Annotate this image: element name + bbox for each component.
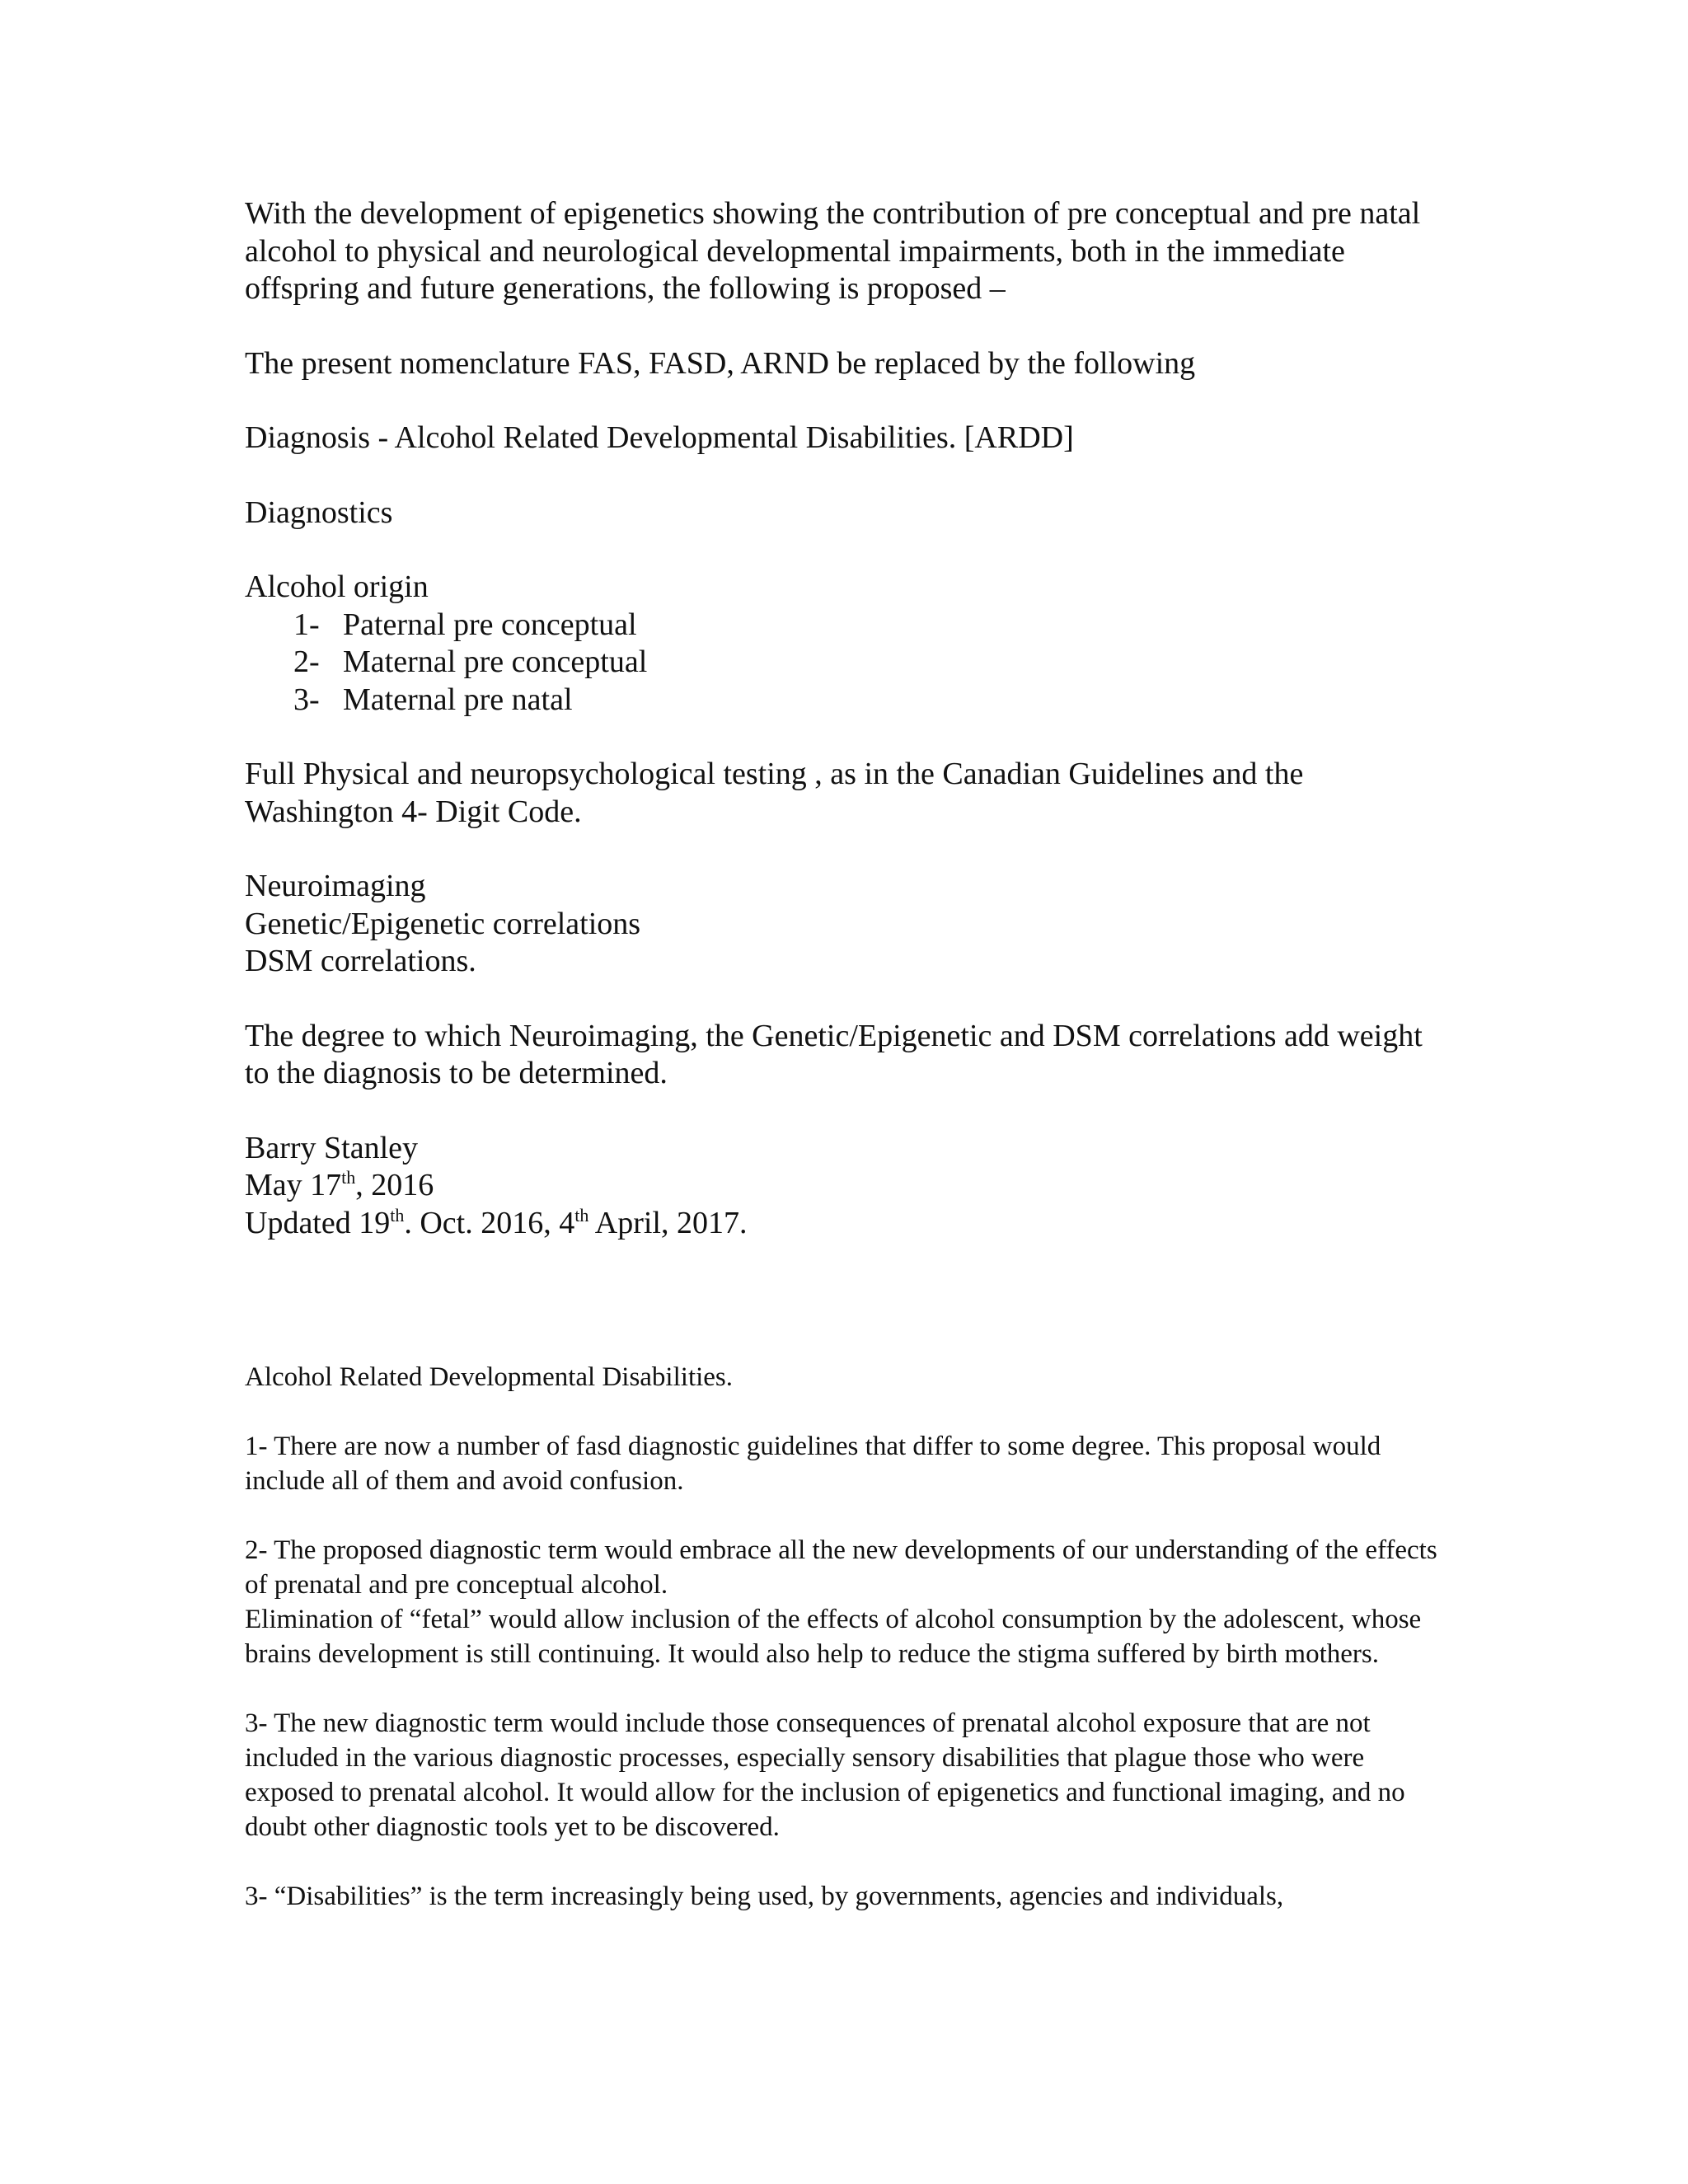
correlation-line: Genetic/Epigenetic correlations: [245, 906, 641, 941]
section-title: Alcohol Related Developmental Disabilities.: [245, 1362, 734, 1392]
list-item-text: Maternal pre conceptual: [343, 644, 648, 679]
nomenclature-paragraph: The present nomenclature FAS, FASD, ARND be replaced by the following: [245, 345, 1196, 381]
updated-line: Updated 19th. Oct. 2016, 4th April, 2017.: [245, 1204, 748, 1240]
list-item-number: 3-: [293, 682, 320, 717]
degree-paragraph: The degree to which Neuroimaging, the Genetic/Epigenetic and DSM correlations add weight to the diagnosis to be determined.: [245, 1018, 1423, 1090]
point-paragraph: 3- “Disabilities” is the term increasingly being used, by governments, agencies and individuals,: [245, 1882, 1284, 1911]
list-item-text: Maternal pre natal: [343, 682, 573, 717]
list-item: [245, 682, 1448, 719]
correlation-line: DSM correlations.: [245, 944, 476, 978]
alcohol-origin-list: [245, 607, 1448, 719]
point-block: [245, 1533, 1448, 1671]
diagnosis-paragraph: Diagnosis - Alcohol Related Developmental Disabilities. [ARDD]: [245, 420, 1074, 455]
diagnostics-heading: Diagnostics: [245, 494, 393, 530]
proposal-section: [245, 195, 1448, 1242]
date-line: May 17th, 2016: [245, 1167, 434, 1202]
correlation-line: Neuroimaging: [245, 869, 426, 903]
list-item-number: 2-: [293, 644, 320, 679]
correlations-block: [245, 868, 1448, 981]
list-item: [245, 644, 1448, 682]
alcohol-origin-heading: Alcohol origin: [245, 569, 429, 604]
intro-paragraph: With the development of epigenetics showing the contribution of pre conceptual and pre natal alcohol to physical and neurological developmental impairments, both in the immediate offspring and future generations, the following is proposed –: [245, 196, 1421, 306]
point-paragraph: Elimination of “fetal” would allow inclusion of the effects of alcohol consumption by the adolescent, whose brains development is still continuing. It would also help to reduce the stigma suffered by birth mothers.: [245, 1605, 1422, 1669]
point-paragraph: 3- The new diagnostic term would include those consequences of prenatal alcohol exposure that are not included in the various diagnostic processes, especially sensory disabilities that plague those who were exposed to prenatal alcohol. It would allow for the inclusion of epigenetics and functional imaging, and no doubt other diagnostic tools yet to be discovered.: [245, 1708, 1405, 1842]
signature-block: [245, 1130, 1448, 1243]
rationale-section: [245, 1360, 1448, 1914]
testing-paragraph: Full Physical and neuropsychological testing , as in the Canadian Guidelines and the Washington 4- Digit Code.: [245, 757, 1304, 829]
author-name: Barry Stanley: [245, 1130, 419, 1165]
list-item: [245, 607, 1448, 644]
point-paragraph: 2- The proposed diagnostic term would embrace all the new developments of our understanding of the effects of prenatal and pre conceptual alcohol.: [245, 1535, 1437, 1600]
list-item-text: Paternal pre conceptual: [343, 607, 637, 642]
list-item-number: 1-: [293, 607, 320, 642]
point-paragraph: 1- There are now a number of fasd diagnostic guidelines that differ to some degree. This proposal would include all of them and avoid confusion.: [245, 1432, 1381, 1496]
